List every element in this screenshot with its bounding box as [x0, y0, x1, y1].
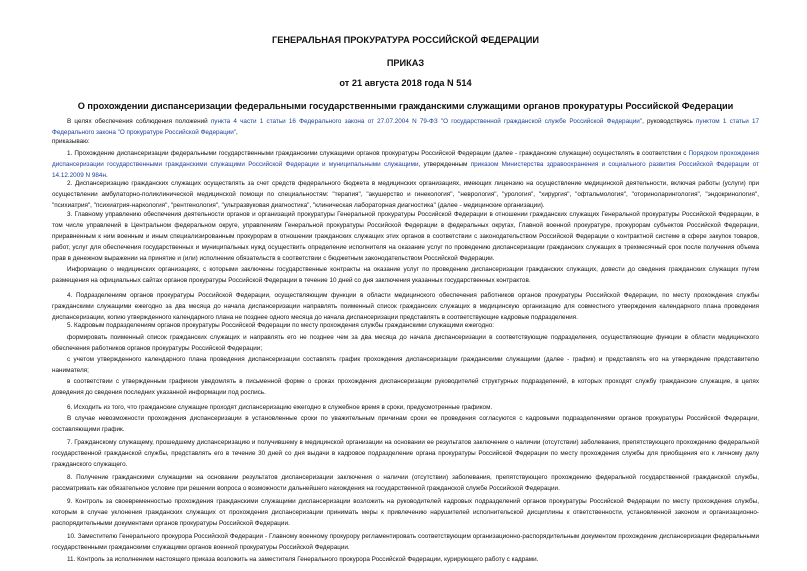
preamble-text: В целях обеспечения соблюдения положений — [67, 118, 211, 125]
paragraph-10: 10. Заместителю Генерального прокурора Российской Федерации - Главному военному прокурору регламентировать соответствующим организационно-распорядительным документом прохождение диспансеризации федеральными государственными гражданскими служащими органов военной прокуратуры Российской Федерации. — [52, 533, 759, 551]
preamble-paragraph — [52, 117, 759, 139]
ministry-order-link[interactable]: приказом Министерства здравоохранения и социального развития Российской Федерации от 14.12.2009 N 984н — [52, 160, 760, 179]
paragraph-3: 3. Главному управлению обеспечения деятельности органов и организаций прокуратуры Генеральной прокуратуры Российской Федерации в отношении гражданских служащих Генеральной прокуратуры Российской Федерации, в том числе управлений в Центральном федеральном округе, управлениям Генеральной прокуратуры Российской Федерации в федеральных округах, Главной военной прокуратуре, прокурорам субъектов Российской Федерации, приравненным к ним военным и иным специализированным прокурорам в отношении гражданских служащих этих органов в соответствии с законодательством Российской Федерации о контрактной системе в сфере закупок товаров, работ, услуг для обеспечения государственных и муниципальных нужд осуществить определение исполнителя на оказание услуг по проведению диспансеризации гражданских служащих в трехмесячный срок после получения объема прав в денежном выражении на принятие и (или) исполнение обязательств в соответствии с бюджетным законодательством Российской Федерации. — [52, 211, 759, 262]
p1-text: . — [105, 171, 108, 179]
paragraph-5-item-1: формировать поименный список гражданских служащих и направлять его не позднее чем за два месяца до начала диспансеризации в соответствующие подразделения, осуществляющие функции в области медицинского обеспечения работников органов прокуратуры Российской Федерации; — [52, 334, 759, 352]
paragraph-6: 6. Исходить из того, что гражданские служащие проходят диспансеризацию ежегодно в служебное время в сроки, предусмотренные графиком. — [67, 404, 493, 411]
paragraph-8: 8. Получение гражданскими служащими на основании результатов диспансеризации заключения о наличии (отсутствии) заболевания, препятствующего прохождению федеральной государственной гражданской службы, рассматривать как обязательное условие при решении вопроса о возможности дальнейшего нахождения на государственной гражданской службе Российской Федерации. — [52, 474, 759, 492]
paragraph-2: 2. Диспансеризацию гражданских служащих осуществлять за счет средств федерального бюджета в медицинских организациях, имеющих лицензию на осуществление медицинской деятельности, включая работы (услуги) при осуществлении амбулаторно-поликлинической медицинской помощи по специальностям: "терапия", "акушерство и гинекология", "неврология", "урология", "хирургия", "офтальмология", "оториноларингология", "эндокринология", "психиатрия", "психиатрия-наркология", "рентгенология", "ультразвуковая диагностика", "клиническая лабораторная диагностика" (далее - медицинские организации). — [52, 180, 759, 209]
paragraph-5-item-2: с учетом утвержденного календарного плана проведения диспансеризации составлять график прохождения диспансеризации гражданскими служащими (далее - график) и представлять его на утверждение представителю нанимателя; — [52, 356, 759, 374]
dispensary-procedure-link[interactable]: Порядком прохождения диспансеризации государственными гражданскими служащими Российской Федерации и муниципальными служащими — [52, 150, 759, 168]
paragraph-5-item-3: в соответствии с утвержденным графиком уведомлять в письменной форме о сроках прохождения диспансеризации руководителей структурных подразделений, в которых проходят службу гражданские служащие, в целях доведения до сведения последних указанной информации под роспись. — [52, 378, 759, 396]
preamble-text: , руководствуясь — [642, 118, 696, 125]
paragraph-9: 9. Контроль за своевременностью прохождения гражданскими служащими диспансеризации возложить на руководителей кадровых подразделений органов прокуратуры Российской Федерации по месту прохождения службы, которым в случае уклонения гражданских служащих от прохождения диспансеризации принимать меры к привлечению нарушителей исполнительской дисциплины к ответственности, установленной законом и организационно-распорядительными документами органов прокуратуры Российской Федерации. — [52, 498, 759, 527]
org-heading: ГЕНЕРАЛЬНАЯ ПРОКУРАТУРА РОССИЙСКОЙ ФЕДЕРАЦИИ — [272, 35, 539, 45]
p1-text: 1. Прохождение диспансеризации федеральными государственными гражданскими служащими органов прокуратуры Российской Федерации (далее - гражданские служащие) осуществлять в соответствии с — [67, 150, 689, 157]
prosecutor-law-link[interactable]: пунктом 1 статьи 17 Федерального закона "О прокуратуре Российской Федерации" — [52, 118, 760, 136]
paragraph-3-info: Информацию о медицинских организациях, с которыми заключены государственные контракты на оказание услуг по проведению диспансеризации гражданских служащих, довести до сведения гражданских служащих путем размещения на официальных сайтах органов прокуратуры Российской Федерации в течение 10 дней со дня заключения указанных государственных контрактов. — [52, 266, 759, 284]
paragraph-6-exception: В случае невозможности прохождения диспансеризации в установленные сроки по уважительным причинам сроки ее проведения согласуются с кадровыми подразделениями органов прокуратуры Российской Федерации, составляющими график. — [52, 415, 759, 433]
paragraph-4: 4. Подразделениям органов прокуратуры Российской Федерации, осуществляющим функции в области медицинского обеспечения работников органов прокуратуры Российской Федерации, по месту прохождения службы гражданскими служащими ежегодно за два месяца до начала диспансеризации направлять поименный список гражданских служащих в медицинскую организацию для совместного утверждения календарного плана проведения диспансеризации, копию утвержденного календарного плана не позднее одного месяца до начала диспансеризации представлять в соответствующие кадровые подразделения. — [52, 292, 759, 321]
doc-type-heading: ПРИКАЗ — [386, 58, 425, 68]
paragraph-11: 11. Контроль за исполнением настоящего приказа возложить на заместителя Генерального прокурора Российской Федерации, курирующего работу с кадрами. — [67, 556, 539, 563]
preamble-text: , — [236, 128, 238, 136]
p1-text: , утвержденным — [418, 160, 471, 168]
document-title: О прохождении диспансеризации федеральными государственными гражданскими служащими органов прокуратуры Российской Федерации — [77, 101, 734, 111]
paragraph-7: 7. Гражданскому служащему, прошедшему диспансеризацию и получившему в медицинской организации на основании ее результатов заключение о наличии (отсутствии) заболевания, препятствующего прохождению федеральной государственной гражданской службы, представлять его в течение 30 дней со дня выдачи в кадровое подразделение органа прокуратуры Российской Федерации по месту прохождения службы для приобщения его к личному делу гражданского служащего. — [52, 439, 759, 468]
law-79fz-link[interactable]: пункта 4 части 1 статьи 16 Федерального закона от 27.07.2004 N 79-ФЗ "О государственной гражданской службе Российской Федерации" — [210, 118, 643, 125]
order-word: приказываю: — [52, 138, 90, 145]
paragraph-5: 5. Кадровым подразделениям органов прокуратуры Российской Федерации по месту прохождения службы гражданскими служащими ежегодно: — [67, 322, 495, 329]
date-number-heading: от 21 августа 2018 года N 514 — [339, 78, 472, 88]
paragraph-1 — [52, 149, 759, 182]
